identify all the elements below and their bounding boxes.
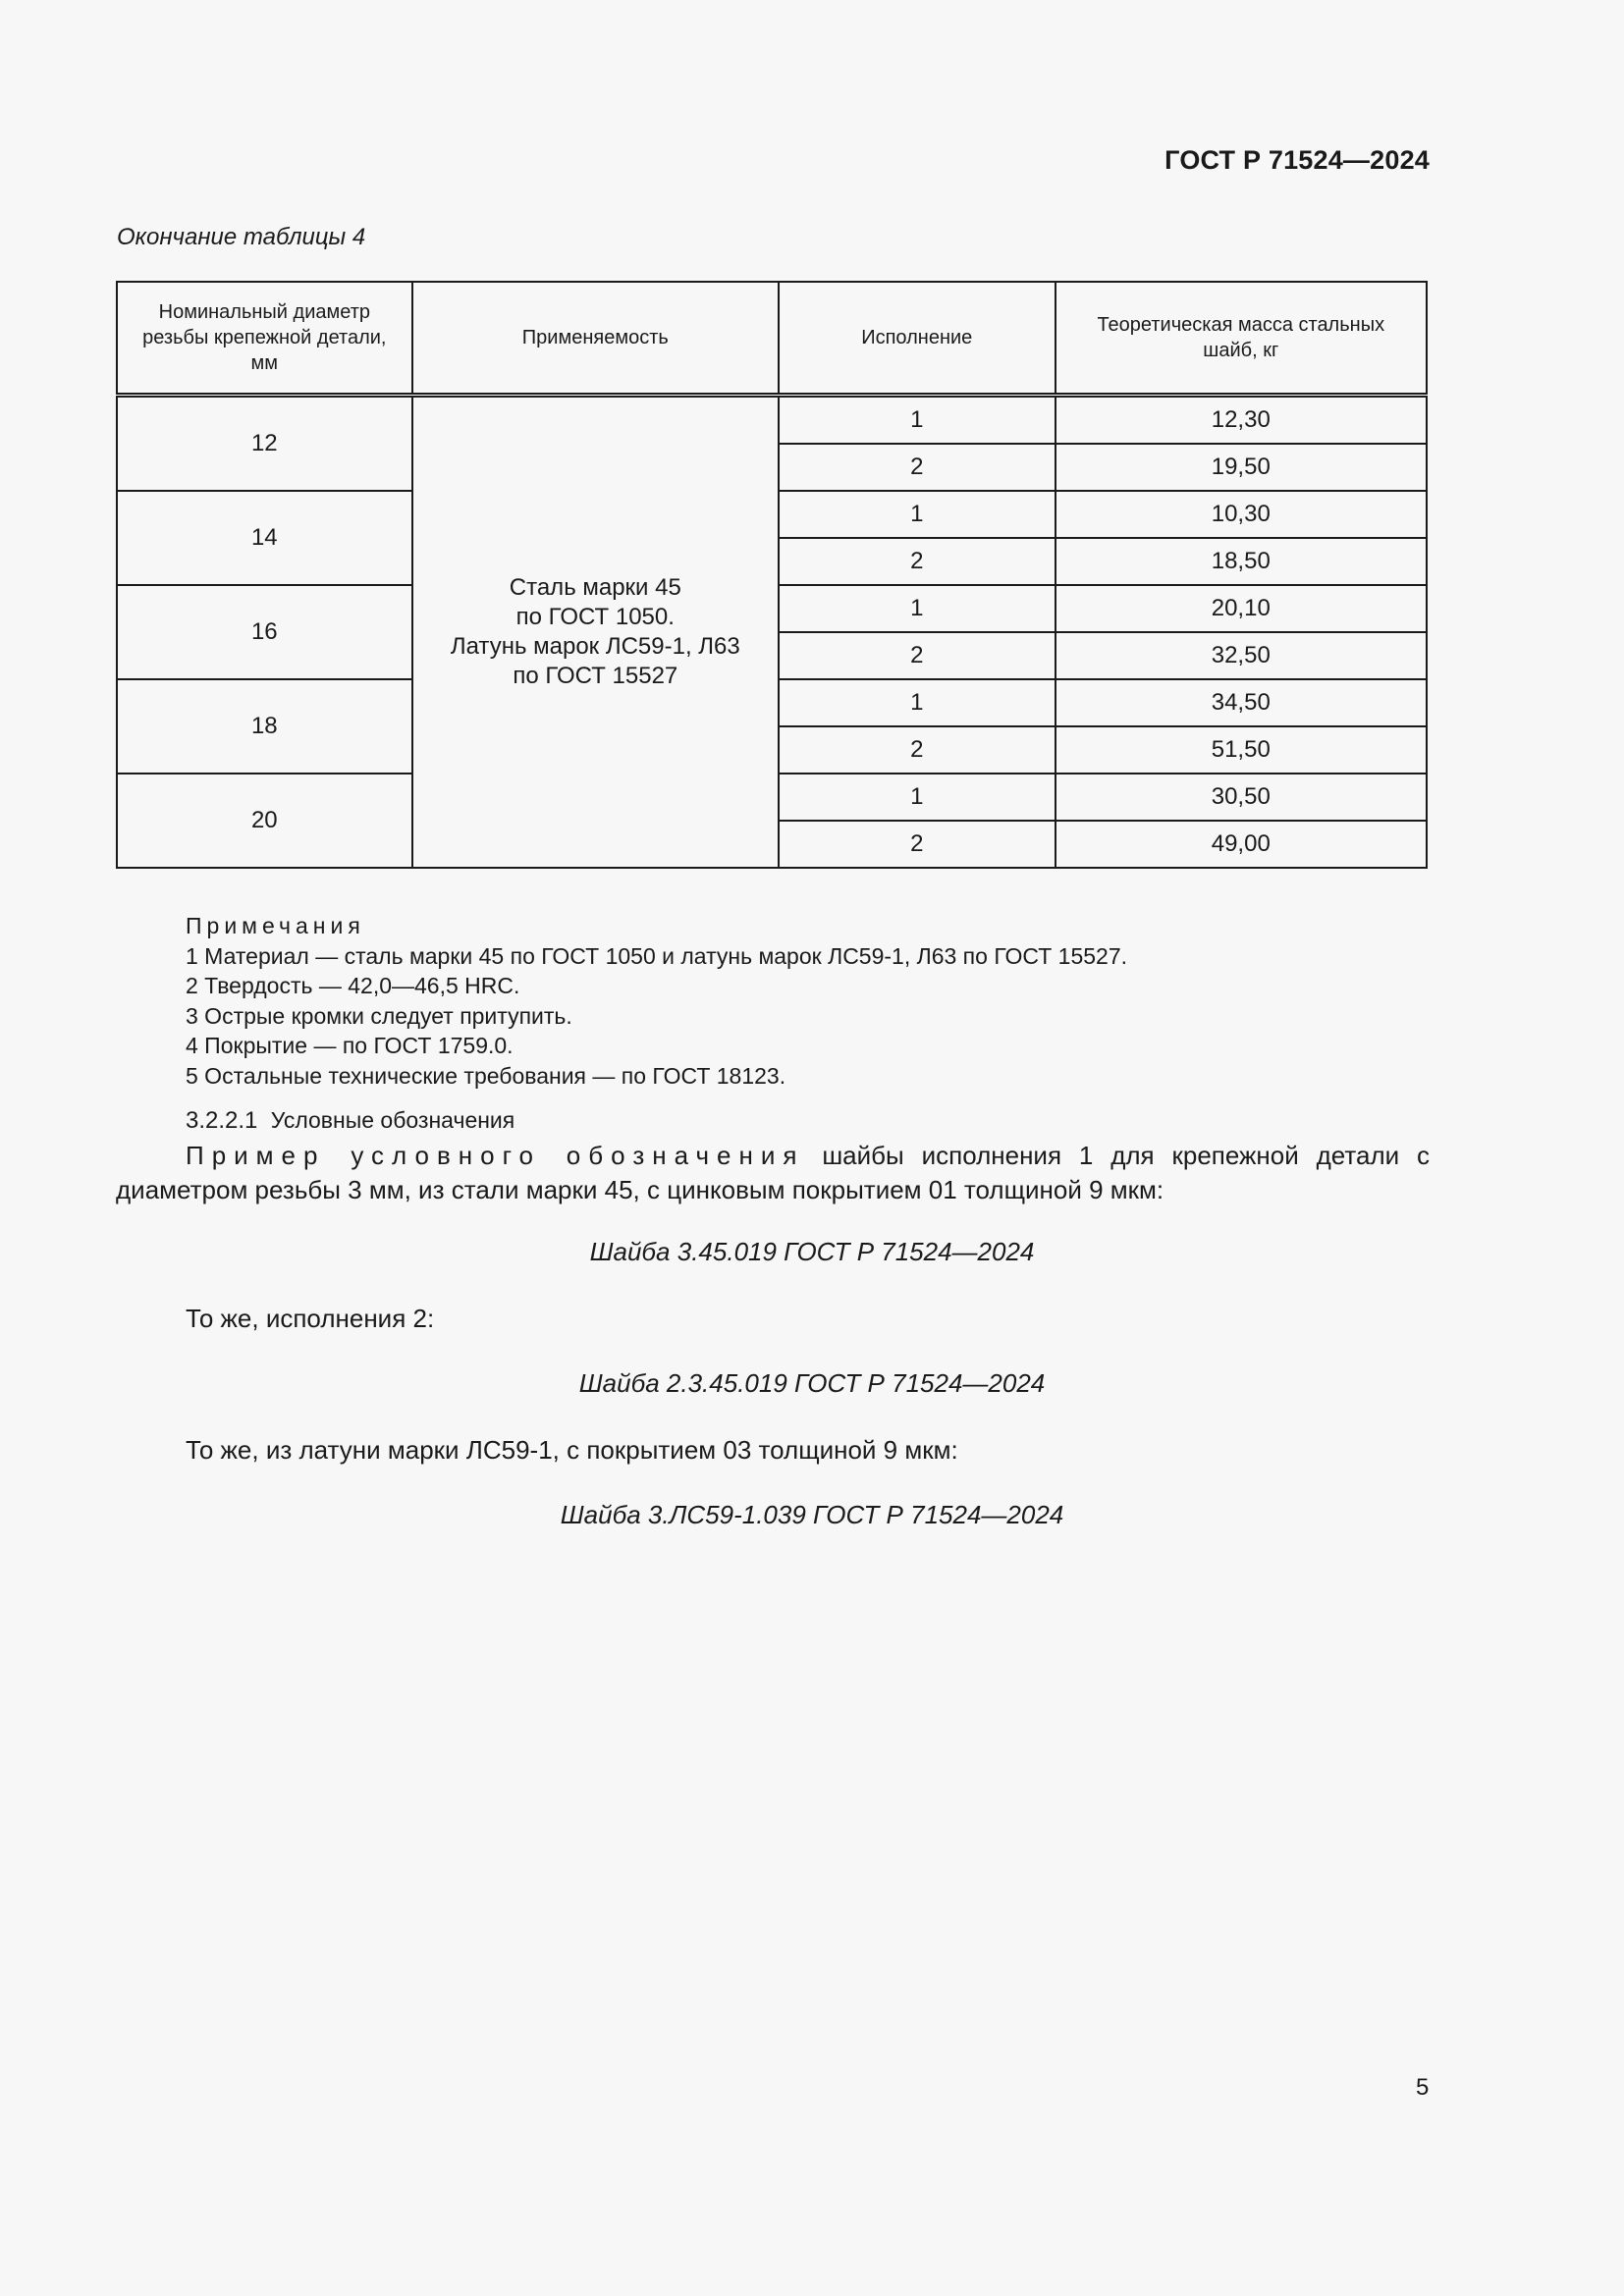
example-text: шайбы исполнения 1 для крепежной детали с диаметром резьбы 3 мм, из стали марки 45, с цинковым покрытием 01 толщиной 9 мкм: [116, 1141, 1431, 1204]
note-item: 4 Покрытие — по ГОСТ 1759.0. [186, 1033, 514, 1058]
document-header: ГОСТ Р 71524—2024 [1164, 145, 1430, 175]
designation-example-3: Шайба 3.ЛС59-1.039 ГОСТ Р 71524—2024 [560, 1500, 1064, 1529]
diameter-cell: 18 [117, 679, 412, 774]
applicability-cell [412, 396, 779, 869]
page-number: 5 [1416, 2074, 1430, 2101]
mass-cell: 32,50 [1056, 632, 1427, 679]
diameter-cell: 12 [117, 396, 412, 492]
mass-cell: 34,50 [1056, 679, 1427, 726]
diameter-cell: 14 [117, 491, 412, 585]
applicability-line: по ГОСТ 15527 [513, 663, 678, 689]
version-cell: 2 [779, 821, 1056, 868]
section-heading [186, 1107, 514, 1135]
mass-cell: 20,10 [1056, 585, 1427, 632]
version-cell: 2 [779, 444, 1056, 491]
column-header-applicability: Применяемость [412, 282, 779, 396]
section-number: 3.2.2.1 [186, 1107, 258, 1134]
mass-cell: 10,30 [1056, 491, 1427, 538]
version-cell: 1 [779, 396, 1056, 445]
column-header-version: Исполнение [779, 282, 1056, 396]
applicability-line: Латунь марок ЛС59-1, Л63 [450, 633, 740, 660]
notes-block [186, 911, 1127, 1091]
column-header-diameter: Номинальный диаметр резьбы крепежной детали, мм [117, 282, 412, 396]
note-item: 2 Твердость — 42,0—46,5 HRC. [186, 973, 520, 998]
table-body [117, 396, 1427, 869]
same-paragraph-3: То же, из латуни марки ЛС59-1, с покрытием 03 толщиной 9 мкм: [186, 1435, 958, 1465]
mass-cell: 18,50 [1056, 538, 1427, 585]
note-item: 3 Острые кромки следует притупить. [186, 1002, 572, 1029]
mass-cell: 12,30 [1056, 396, 1427, 445]
version-cell: 1 [779, 679, 1056, 726]
applicability-line: Сталь марки 45 [509, 574, 681, 601]
mass-cell: 51,50 [1056, 726, 1427, 774]
version-cell: 1 [779, 585, 1056, 632]
table-caption: Окончание таблицы 4 [117, 224, 366, 250]
same-paragraph-2: То же, исполнения 2: [186, 1304, 435, 1333]
mass-cell: 19,50 [1056, 444, 1427, 491]
diameter-cell: 20 [117, 774, 412, 868]
note-item: 5 Остальные технические требования — по ГОСТ 18123. [186, 1062, 786, 1089]
applicability-line: по ГОСТ 1050. [515, 604, 675, 630]
note-item: 1 Материал — сталь марки 45 по ГОСТ 1050 и латунь марок ЛС59-1, Л63 по ГОСТ 15527. [186, 942, 1128, 969]
version-cell: 2 [779, 726, 1056, 774]
mass-cell: 30,50 [1056, 774, 1427, 821]
version-cell: 2 [779, 538, 1056, 585]
column-header-mass: Теоретическая масса стальных шайб, кг [1056, 282, 1427, 396]
table-header-row [117, 282, 1427, 396]
example-paragraph [116, 1139, 1430, 1207]
version-cell: 2 [779, 632, 1056, 679]
designation-example-1: Шайба 3.45.019 ГОСТ Р 71524—2024 [589, 1237, 1035, 1266]
diameter-cell: 16 [117, 585, 412, 679]
washer-mass-table [116, 281, 1428, 869]
mass-cell: 49,00 [1056, 821, 1427, 868]
table-row [117, 396, 1427, 445]
version-cell: 1 [779, 491, 1056, 538]
notes-title: Примечания [186, 913, 365, 938]
designation-example-2: Шайба 2.3.45.019 ГОСТ Р 71524—2024 [578, 1368, 1046, 1398]
version-cell: 1 [779, 774, 1056, 821]
section-title: Условные обозначения [270, 1107, 515, 1133]
example-lead-word: Пример условного обозначения [186, 1141, 805, 1170]
